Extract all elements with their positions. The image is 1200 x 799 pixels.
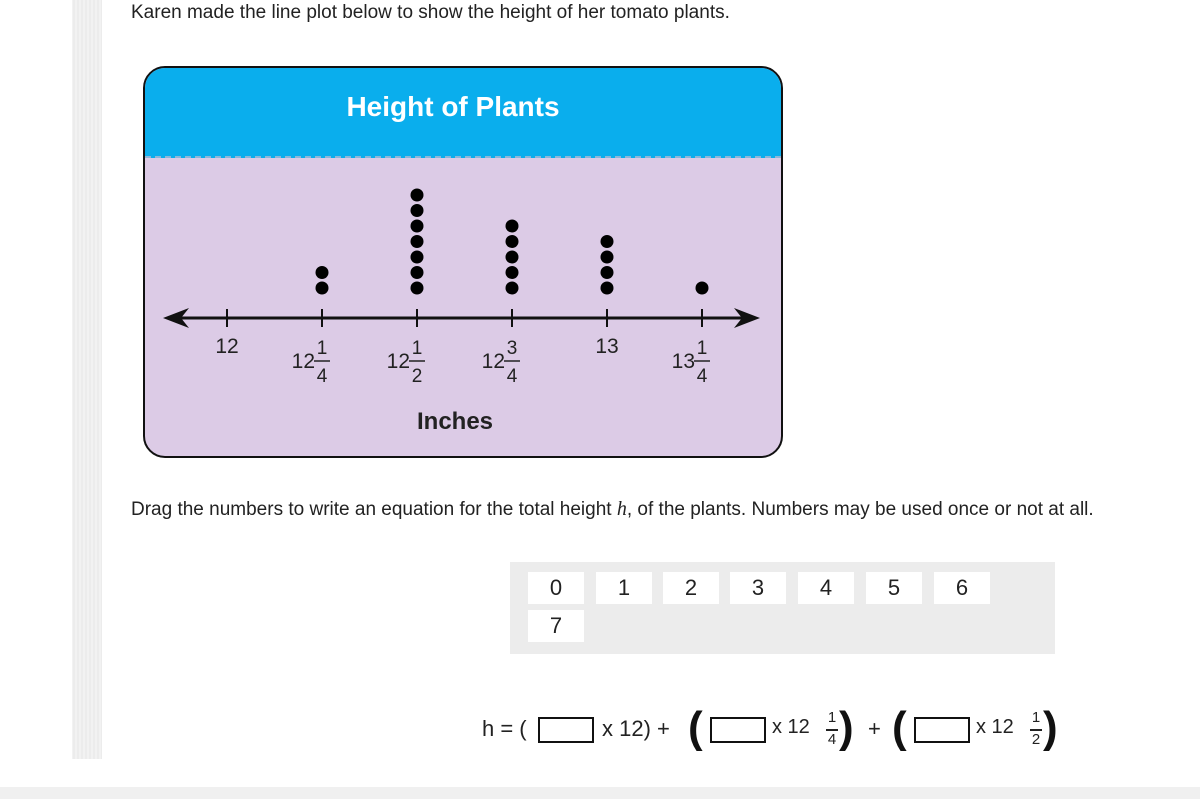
term2-denominator: 4 xyxy=(827,731,837,748)
open-paren-2: ( xyxy=(688,703,703,752)
data-dot xyxy=(601,251,614,264)
data-dot xyxy=(696,282,709,295)
data-dot xyxy=(601,282,614,295)
number-tile-1[interactable]: 1 xyxy=(596,572,652,604)
tick-label-numerator: 1 xyxy=(316,338,328,359)
data-dot xyxy=(411,235,424,248)
tick-label-whole: 12 xyxy=(291,350,315,373)
tick-label-whole: 13 xyxy=(671,350,695,373)
equation-term3-whole: x 12 xyxy=(976,716,1014,738)
data-dot xyxy=(411,204,424,217)
instruction-before: Drag the numbers to write an equation for the total height xyxy=(131,499,617,520)
question-prompt: Karen made the line plot below to show the height of her tomato plants. xyxy=(131,2,730,23)
number-tile-0[interactable]: 0 xyxy=(528,572,584,604)
close-paren-3: ) xyxy=(1043,703,1058,752)
data-dot xyxy=(411,189,424,202)
line-plot xyxy=(145,68,783,458)
equation-plus: + xyxy=(868,716,881,741)
data-dot xyxy=(411,282,424,295)
tick-label-denominator: 4 xyxy=(316,366,328,387)
tick-label-denominator: 4 xyxy=(506,366,518,387)
tick-label-denominator: 4 xyxy=(696,366,708,387)
data-dot xyxy=(316,282,329,295)
number-tile-5[interactable]: 5 xyxy=(866,572,922,604)
tick-label-whole: 12 xyxy=(481,350,505,373)
data-dot xyxy=(506,235,519,248)
data-dot xyxy=(506,282,519,295)
tick-label-numerator: 1 xyxy=(411,338,423,359)
data-dot xyxy=(601,235,614,248)
tick-label-whole: 12 xyxy=(386,350,410,373)
data-dot xyxy=(411,220,424,233)
data-dot xyxy=(411,251,424,264)
plot-title: Height of Plants xyxy=(346,91,560,122)
left-rail xyxy=(72,0,102,759)
tick-label-numerator: 1 xyxy=(696,338,708,359)
tick-label-numerator: 3 xyxy=(506,338,518,359)
number-tile-2[interactable]: 2 xyxy=(663,572,719,604)
equation-term1: x 12) + xyxy=(602,716,670,741)
data-dot xyxy=(506,266,519,279)
drop-box-3[interactable] xyxy=(914,717,970,743)
equation-lhs: h = ( xyxy=(482,716,527,741)
instruction-after: , of the plants. Numbers may be used once or not at all. xyxy=(626,499,1094,520)
line-plot-card xyxy=(143,66,783,458)
term3-denominator: 2 xyxy=(1031,731,1041,748)
tick-label: 13 xyxy=(595,335,619,358)
number-tile-4[interactable]: 4 xyxy=(798,572,854,604)
number-tile-7[interactable]: 7 xyxy=(528,610,584,642)
x-axis-label: Inches xyxy=(416,408,494,435)
number-bank xyxy=(510,562,1055,654)
bottom-bar xyxy=(0,787,1200,799)
instruction-variable: h xyxy=(616,498,627,520)
equation xyxy=(482,702,1122,762)
term2-numerator: 1 xyxy=(827,709,837,726)
tick-label: 12 xyxy=(215,335,239,358)
data-dot xyxy=(601,266,614,279)
data-dot xyxy=(506,220,519,233)
data-dot xyxy=(506,251,519,264)
data-dot xyxy=(411,266,424,279)
number-tile-6[interactable]: 6 xyxy=(934,572,990,604)
tick-label-denominator: 2 xyxy=(411,366,423,387)
open-paren-3: ( xyxy=(892,703,907,752)
equation-term2-whole: x 12 xyxy=(772,716,810,738)
number-tile-3[interactable]: 3 xyxy=(730,572,786,604)
drop-box-1[interactable] xyxy=(538,717,594,743)
instruction-text xyxy=(131,498,1094,521)
close-paren-2: ) xyxy=(839,703,854,752)
drop-box-2[interactable] xyxy=(710,717,766,743)
term3-numerator: 1 xyxy=(1031,709,1041,726)
data-dot xyxy=(316,266,329,279)
